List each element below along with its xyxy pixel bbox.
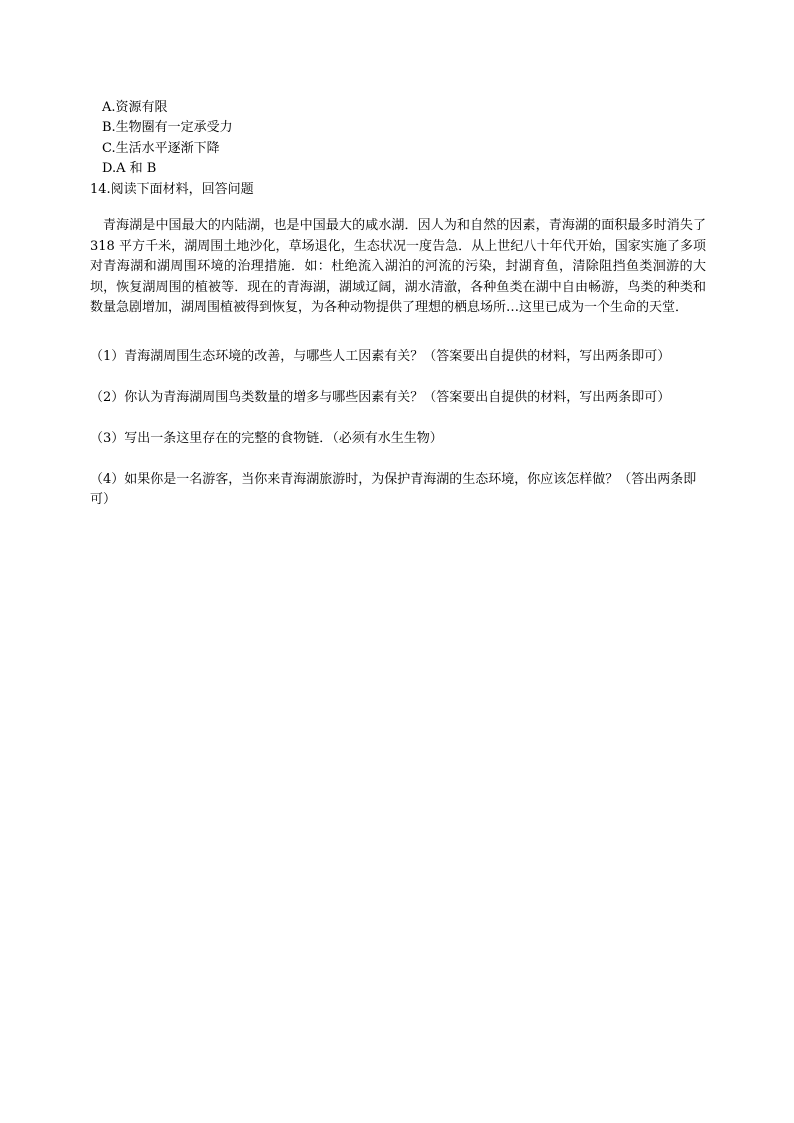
sub-question-4: （4）如果你是一名游客，当你来青海湖旅游时，为保护青海湖的生态环境，你应该怎样做？（答出两条即可） xyxy=(90,472,697,507)
option-a: A.资源有限 xyxy=(102,100,168,115)
question-14-title: 14.阅读下面材料，回答问题 xyxy=(90,182,254,197)
option-c: C.生活水平逐渐下降 xyxy=(102,141,220,156)
option-b: B.生物圈有一定承受力 xyxy=(102,120,233,135)
option-d: D.A 和 B xyxy=(102,161,157,176)
reading-passage: 青海湖是中国最大的内陆湖，也是中国最大的咸水湖．因人为和自然的因素，青海湖的面积最多时消失了 318 平方千米，湖周围土地沙化，草场退化，生态状况一度告急．从上世纪八十年代开始，国家实施了多项对青海湖和湖周围环境的治理措施．如：杜绝流入湖泊的河流的污染，封湖育鱼，清除阻挡鱼类洄游的大坝，恢复湖周围的植被等．现在的青海湖，湖域辽阔，湖水清澈，各种鱼类在湖中自由畅游，鸟类的种类和数量急剧增加，湖周围植被得到恢复，为各种动物提供了理想的栖息场所…这里已成为一个生命的天堂． xyxy=(90,218,706,315)
sub-question-3: （3）写出一条这里存在的完整的食物链．（必须有水生生物） xyxy=(90,431,443,446)
sub-question-2: （2）你认为青海湖周围鸟类数量的增多与哪些因素有关？（答案要出自提供的材料，写出两条即可） xyxy=(90,390,671,405)
sub-question-1: （1）青海湖周围生态环境的改善，与哪些人工因素有关？（答案要出自提供的材料，写出两条即可） xyxy=(90,349,671,364)
